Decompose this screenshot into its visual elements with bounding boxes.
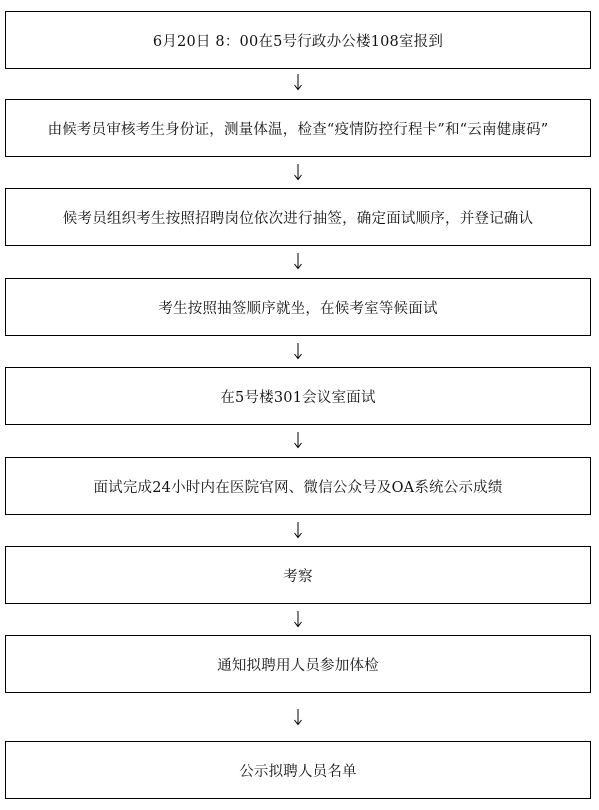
down-arrow-icon [292, 252, 304, 270]
down-arrow-icon [292, 73, 304, 91]
down-arrow-icon [292, 431, 304, 449]
flow-step-interview [5, 367, 591, 425]
down-arrow-icon [292, 521, 304, 539]
flow-step-identity-health-check [5, 99, 591, 157]
down-arrow-icon [292, 163, 304, 181]
flow-step-publish-hires [5, 741, 591, 799]
flow-step-label: 在5号楼301会议室面试 [220, 389, 376, 406]
down-arrow-icon [292, 342, 304, 360]
flow-step-label: 考察 [283, 568, 313, 585]
flow-step-label: 考生按照抽签顺序就坐，在候考室等候面试 [158, 300, 438, 317]
down-arrow-icon [292, 708, 304, 726]
flow-step-inspection [5, 546, 591, 604]
flow-step-label: 通知拟聘用人员参加体检 [217, 657, 379, 674]
flow-step-label: 6月20日 8：00在5号行政办公楼108室报到 [152, 33, 444, 50]
flow-step-draw-lots [5, 188, 591, 246]
flow-step-label: 候考员组织考生按照招聘岗位依次进行抽签，确定面试顺序，并登记确认 [62, 210, 534, 227]
flow-step-check-in [5, 11, 591, 69]
flow-step-medical-exam-notice [5, 635, 591, 693]
flow-step-label: 公示拟聘人员名单 [239, 763, 357, 780]
down-arrow-icon [292, 610, 304, 628]
flow-step-wait-in-room [5, 278, 591, 336]
flow-step-label: 面试完成24小时内在医院官网、微信公众号及OA系统公示成绩 [93, 479, 503, 496]
flow-step-publish-scores [5, 457, 591, 515]
flow-step-label: 由候考员审核考生身份证，测量体温，检查“疫情防控行程卡”和“云南健康码” [47, 121, 549, 138]
